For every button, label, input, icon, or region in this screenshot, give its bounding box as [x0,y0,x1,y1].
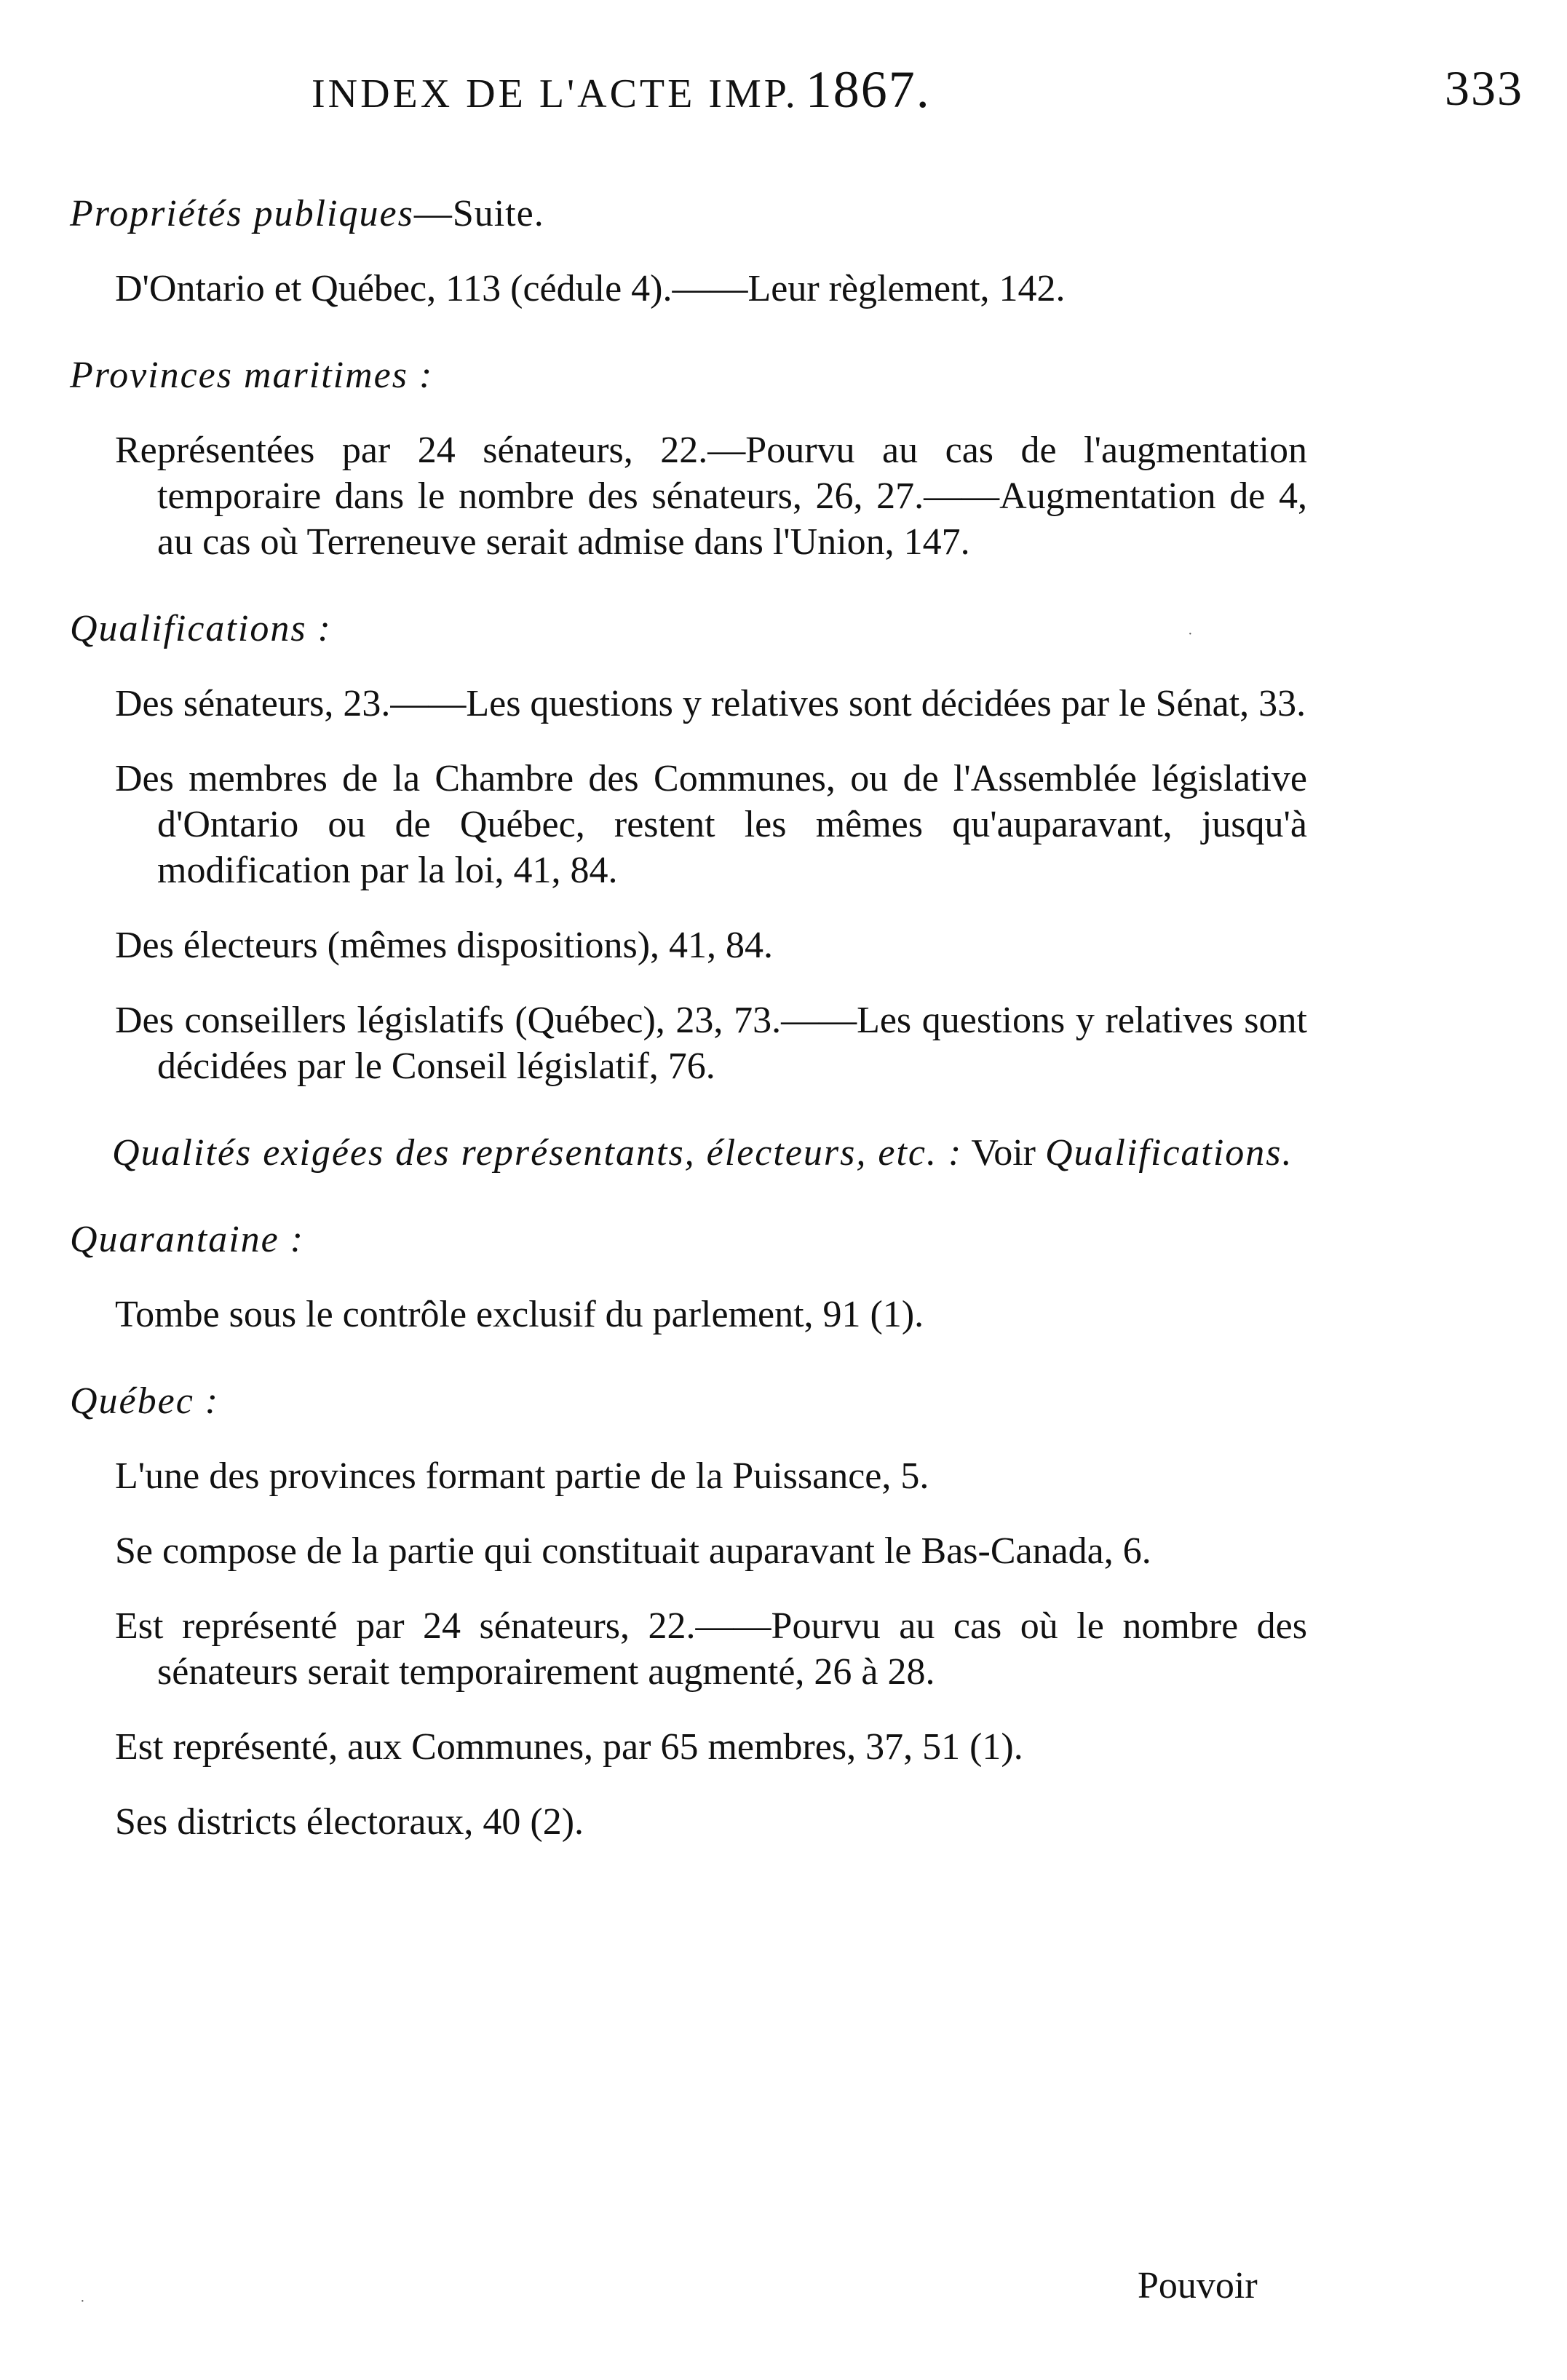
section-heading-quarantaine: Quarantaine : [70,1219,305,1260]
running-title-text: INDEX DE L'ACTE IMP. [312,71,798,116]
index-entry: Des conseillers législatifs (Québec), 23, 73.——Les questions y relatives sont décidées par le Conseil législatif, 76. [115,1000,1307,1087]
index-entry: Des électeurs (mêmes dispositions), 41, 84. [115,925,774,966]
index-entry: Des membres de la Chambre des Communes, ou de l'Assemblée législative d'Ontario ou de Québec, restent les mêmes qu'auparavant, jusqu'à modification par la loi, 41, 84. [115,758,1307,891]
running-title [312,60,931,120]
section-heading-qualites-exigees: Qualités exigées des représentants, électeurs, etc. : [112,1132,963,1174]
catchword: Pouvoir [1138,2265,1258,2306]
voir-label: Voir [971,1132,1036,1174]
index-body [70,191,1307,1845]
index-entry: Des sénateurs, 23.——Les questions y relatives sont décidées par le Sénat, 33. [115,683,1306,724]
print-speck: · [1188,626,1193,642]
voir-target: Qualifications. [1044,1132,1293,1174]
index-entry: D'Ontario et Québec, 113 (cédule 4).——Leur règlement, 142. [115,268,1066,309]
index-entry: Représentées par 24 sénateurs, 22.—Pourvu au cas de l'augmentation temporaire dans le nombre des sénateurs, 26, 27.——Augmentation de 4, au cas où Terreneuve serait admise dans l'Union, 147. [115,430,1307,563]
running-head [0,60,1567,125]
section-heading-provinces-maritimes: Provinces maritimes : [70,355,434,396]
section-heading-proprietes-publiques: Propriétés publiques—Suite. [70,193,544,234]
index-entry: Se compose de la partie qui constituait auparavant le Bas-Canada, 6. [115,1530,1151,1572]
print-speck: · [80,2293,85,2309]
running-title-year: 1867. [805,60,931,119]
section-heading-qualifications: Qualifications : [70,608,332,649]
index-entry: Est représenté, aux Communes, par 65 membres, 37, 51 (1). [115,1726,1023,1768]
page-number: 333 [1445,60,1523,116]
index-entry: L'une des provinces formant partie de la Puissance, 5. [115,1455,929,1497]
cross-reference-entry [70,1130,1307,1176]
index-entry: Ses districts électoraux, 40 (2). [115,1801,584,1843]
section-heading-quebec: Québec : [70,1380,220,1422]
index-entry: Tombe sous le contrôle exclusif du parlement, 91 (1). [115,1294,924,1335]
index-entry: Est représenté par 24 sénateurs, 22.——Pourvu au cas où le nombre des sénateurs serait temporairement augmenté, 26 à 28. [115,1605,1307,1693]
